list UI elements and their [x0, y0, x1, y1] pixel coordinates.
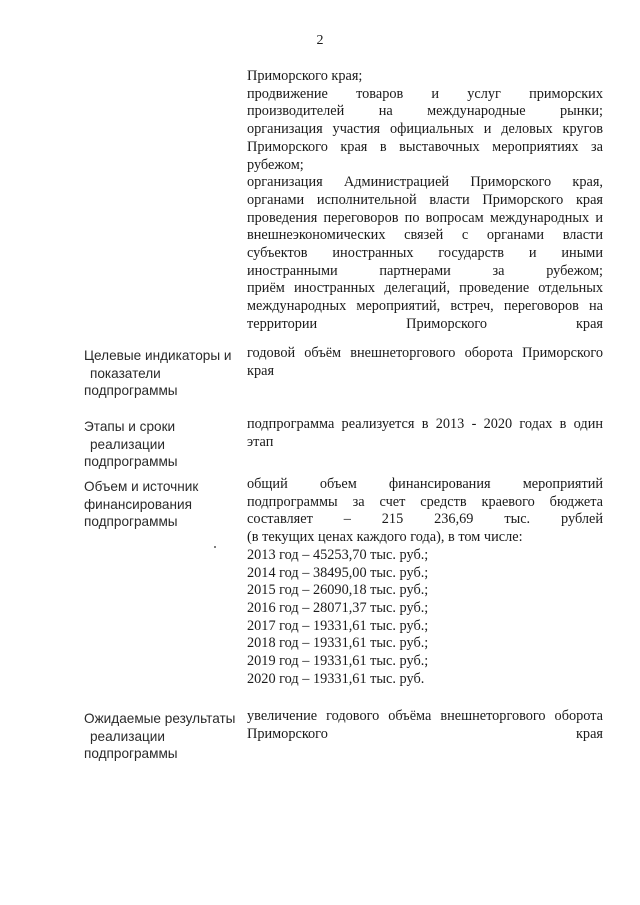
label-line: реализации [90, 436, 165, 452]
year-amount: 2018 год – 19331,61 тыс. руб.; [247, 635, 429, 652]
page-number: 2 [316, 33, 324, 48]
results-value [247, 708, 603, 743]
label-line: Ожидаемые результаты [84, 711, 236, 726]
intro-paragraph: организация Администрацией Приморского края, органами исполнительной власти Приморского края проведения переговоров по вопросам международных и внешнеэкономических связей с органами власти субъектов иностранных государств и иными иностранными партнерами за рубежом; [247, 174, 603, 279]
label-line: Объем и источник [84, 479, 199, 494]
year-amount: 2020 год – 19331,61 тыс. руб. [247, 670, 425, 687]
year-amount: 2015 год – 26090,18 тыс. руб.; [247, 582, 429, 599]
value-text: подпрограмма реализуется в 2013 - 2020 годах в один этап [247, 416, 603, 450]
label-line: подпрограммы [84, 514, 178, 529]
value-text: увеличение годового объёма внешнеторгового оборота Приморского края [247, 708, 603, 742]
financing-years [247, 547, 603, 689]
year-amount: 2019 год – 19331,61 тыс. руб.; [247, 653, 429, 670]
financing-value [247, 476, 603, 688]
financing-label [84, 478, 244, 531]
label-line: подпрограммы [84, 746, 178, 761]
intro-paragraph: Приморского края; [247, 68, 363, 84]
indicators-label [84, 347, 244, 400]
scan-speck [214, 546, 216, 548]
intro-paragraph: продвижение товаров и услуг приморских производителей на международные рынки; [247, 85, 603, 120]
intro-paragraph: организация участия официальных и деловых кругов Приморского края в выставочных мероприятиях за рубежом; [247, 121, 603, 173]
year-amount: 2013 год – 45253,70 тыс. руб.; [247, 546, 429, 563]
value-text: годовой объём внешнеторгового оборота Приморского края [247, 345, 603, 379]
label-line: финансирования [84, 496, 192, 512]
year-amount: 2016 год – 28071,37 тыс. руб.; [247, 599, 429, 616]
label-line: Целевые индикаторы и [84, 348, 232, 363]
label-line: показатели [90, 365, 161, 381]
tasks-continuation [247, 68, 603, 334]
indicators-value [247, 345, 603, 380]
results-label [84, 710, 244, 763]
label-line: Этапы и сроки [84, 419, 176, 434]
intro-paragraph: приём иностранных делегаций, проведение отдельных международных мероприятий, встреч, переговоров на территории Приморского края [247, 280, 603, 332]
value-text: общий объем финансирования мероприятий подпрограммы за счет средств краевого бюджета составляет – 215 236,69 тыс. рублей [247, 476, 603, 528]
label-line: реализации [90, 728, 165, 744]
label-line: подпрограммы [84, 454, 178, 469]
label-line: подпрограммы [84, 383, 178, 398]
year-amount: 2014 год – 38495,00 тыс. руб.; [247, 564, 429, 581]
year-amount: 2017 год – 19331,61 тыс. руб.; [247, 617, 429, 634]
stages-value [247, 416, 603, 451]
stages-label [84, 418, 244, 471]
financing-note: (в текущих ценах каждого года), в том числе: [247, 529, 523, 546]
